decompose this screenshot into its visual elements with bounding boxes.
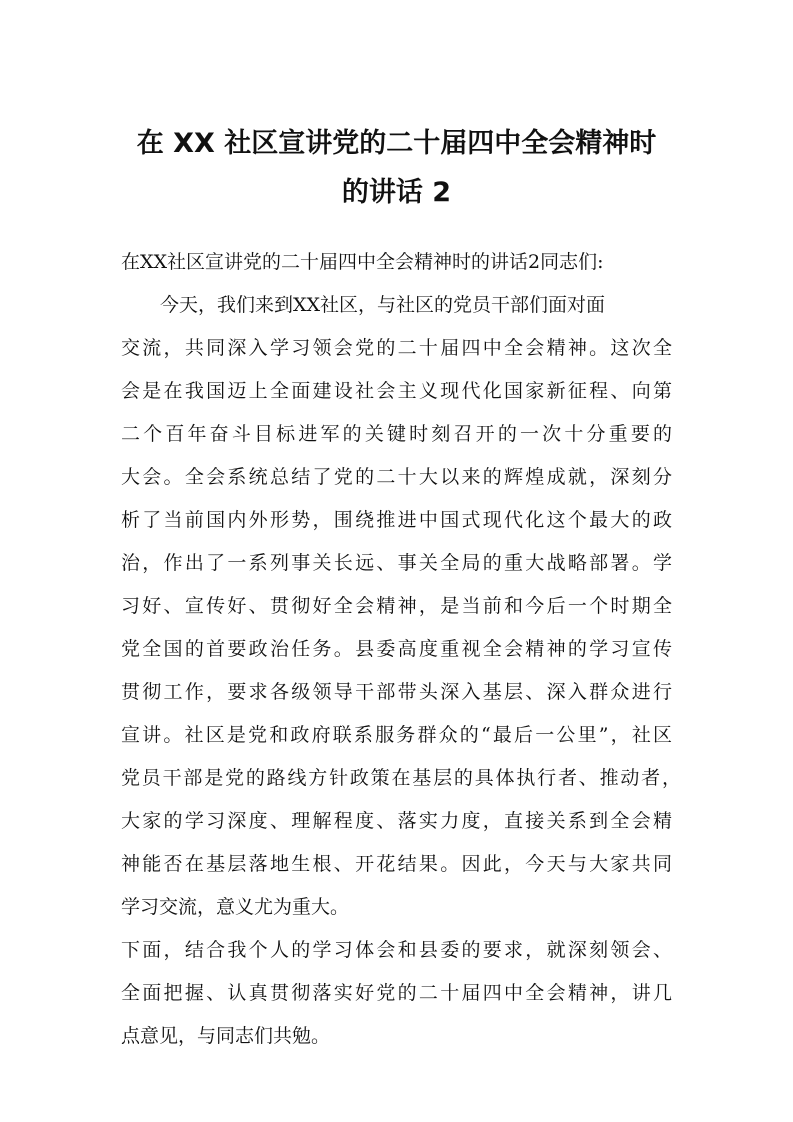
document-title-line-2: 的讲话 2 xyxy=(341,177,452,208)
paragraph-1-line-12: 党员干部是党的路线方针政策在基层的具体执行者、推动者， xyxy=(121,767,681,789)
paragraph-1-line-7: 治，作出了一系列事关长远、事关全局的重大战略部署。学 xyxy=(121,552,672,574)
document-title-line-1: 在 XX 社区宣讲党的二十届四中全会精神时 xyxy=(136,128,657,159)
paragraph-1-line-2: 交流，共同深入学习领会党的二十届四中全会精神。这次全 xyxy=(121,337,672,359)
paragraph-1-line-10: 贯彻工作，要求各级领导干部带头深入基层、深入群众进行 xyxy=(121,681,672,703)
paragraph-1-line-9: 党全国的首要政治任务。县委高度重视全会精神的学习宣传 xyxy=(121,638,672,660)
paragraph-1-line-4: 二个百年奋斗目标进军的关键时刻召开的一次十分重要的 xyxy=(121,423,672,445)
paragraph-1-line-5: 大会。全会系统总结了党的二十大以来的辉煌成就，深刻分 xyxy=(121,466,672,488)
paragraph-1-line-15: 学习交流，意义尤为重大。 xyxy=(121,896,350,918)
paragraph-2-line-3: 点意见，与同志们共勉。 xyxy=(121,1025,331,1047)
paragraph-1-line-14: 神能否在基层落地生根、开花结果。因此，今天与大家共同 xyxy=(121,853,672,875)
paragraph-1-line-1: 今天，我们来到XX社区，与社区的党员干部们面对面 xyxy=(160,294,606,316)
paragraph-1-line-13: 大家的学习深度、理解程度、落实力度，直接关系到全会精 xyxy=(121,810,672,832)
paragraph-2-line-2: 全面把握、认真贯彻落实好党的二十届四中全会精神，讲几 xyxy=(121,982,672,1004)
paragraph-1-line-8: 习好、宣传好、贯彻好全会精神，是当前和今后一个时期全 xyxy=(121,595,672,617)
paragraph-1-line-6: 析了当前国内外形势，围绕推进中国式现代化这个最大的政 xyxy=(121,509,672,531)
paragraph-1-line-3: 会是在我国迈上全面建设社会主义现代化国家新征程、向第 xyxy=(121,380,672,402)
paragraph-1-line-11: 宣讲。社区是党和政府联系服务群众的“最后一公里”，社区 xyxy=(121,724,672,746)
lead-line: 在XX社区宣讲党的二十届四中全会精神时的讲话2同志们: xyxy=(121,251,604,273)
paragraph-2-line-1: 下面，结合我个人的学习体会和县委的要求，就深刻领会、 xyxy=(121,939,672,961)
